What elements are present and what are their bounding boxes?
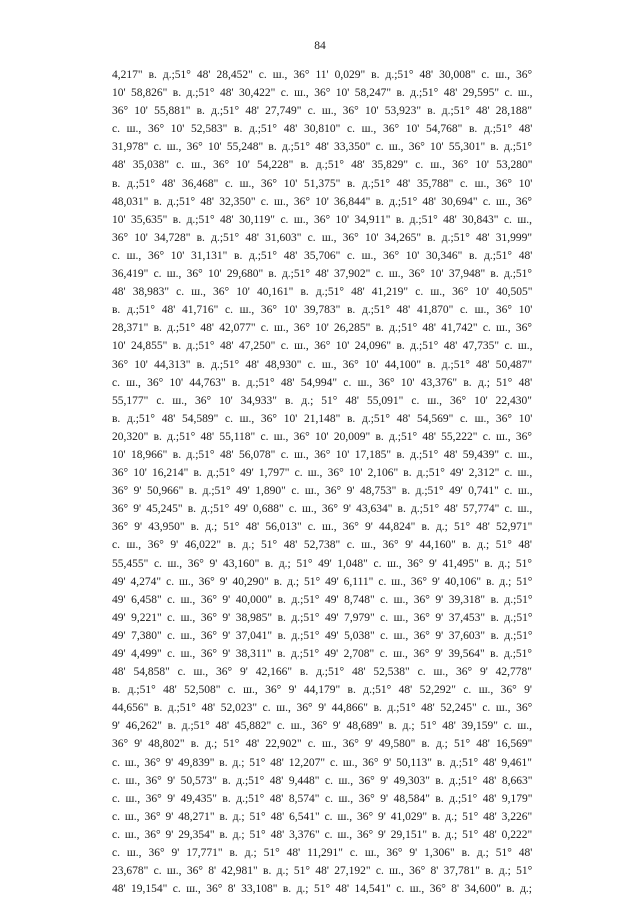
text-line: 49' 6,458" с. ш., 36° 9' 40,000" в. д.;51° 49' 8,748" с. ш., 36° 9' 39,318" в. д.;51°	[112, 593, 533, 606]
text-line: с. ш., 36° 9' 50,573" в. д.;51° 48' 9,448" с. ш., 36° 9' 49,303" в. д.;51° 48' 8,663"	[112, 774, 533, 787]
text-line: с. ш., 36° 9' 29,354" в. д.; 51° 48' 3,376" с. ш., 36° 9' 29,151" в. д.; 51° 48' 0,222"	[112, 828, 533, 841]
text-line: в. д.;51° 48' 36,468" с. ш., 36° 10' 51,375" в. д.;51° 48' 35,788" с. ш., 36° 10'	[112, 177, 533, 190]
page-number: 84	[314, 40, 326, 52]
text-line: 49' 4,274" с. ш., 36° 9' 40,290" в. д.; 51° 49' 6,111" с. ш., 36° 9' 40,106" в. д.; 51°	[112, 575, 533, 588]
text-line: 36° 10' 16,214" в. д.;51° 49' 1,797" с. ш., 36° 10' 2,106" в. д.;51° 49' 2,312" с. ш.,	[112, 467, 533, 480]
text-line: с. ш., 36° 9' 46,022" в. д.; 51° 48' 52,738" с. ш., 36° 9' 44,160" в. д.; 51° 48'	[112, 539, 532, 552]
text-line: 36° 9' 50,966" в. д.;51° 49' 1,890" с. ш., 36° 9' 48,753" в. д.;51° 49' 0,741" с. ш.,	[112, 485, 533, 498]
text-line: 23,678" с. ш., 36° 8' 42,981" в. д.; 51° 48' 27,192" с. ш., 36° 8' 37,781" в. д.; 51°	[112, 865, 533, 878]
text-line: 48' 19,154" с. ш., 36° 8' 33,108" в. д.; 51° 48' 14,541" с. ш., 36° 8' 34,600" в. д.;	[112, 883, 532, 896]
text-line: 44,656" в. д.;51° 48' 52,023" с. ш., 36° 9' 44,866" в. д.;51° 48' 52,245" с. ш., 36°	[112, 702, 533, 715]
text-line: в. д.;51° 48' 41,716" с. ш., 36° 10' 39,783" в. д.;51° 48' 41,870" с. ш., 36° 10'	[112, 304, 533, 317]
text-line: 31,978" с. ш., 36° 10' 55,248" в. д.;51° 48' 33,350" с. ш., 36° 10' 55,301" в. д.;51°	[112, 141, 533, 154]
text-line: с. ш., 36° 10' 44,763" в. д.;51° 48' 54,994" с. ш., 36° 10' 43,376" в. д.; 51° 48'	[112, 376, 533, 389]
text-line: 36° 9' 48,802" в. д.; 51° 48' 22,902" с. ш., 36° 9' 49,580" в. д.; 51° 48' 16,569"	[112, 738, 533, 751]
text-line: 36° 9' 45,245" в. д.;51° 49' 0,688" с. ш., 36° 9' 43,634" в. д.;51° 48' 57,774" с. ш.,	[112, 503, 533, 516]
text-line: 49' 4,499" с. ш., 36° 9' 38,311" в. д.;51° 49' 2,708" с. ш., 36° 9' 39,564" в. д.;51°	[112, 648, 533, 660]
text-line: 48' 54,858" с. ш., 36° 9' 42,166" в. д.;51° 48' 52,538" с. ш., 36° 9' 42,778"	[112, 666, 532, 679]
text-line: 28,371" в. д.;51° 48' 42,077" с. ш., 36° 10' 26,285" в. д.;51° 48' 41,742" с. ш., 36°	[112, 322, 533, 335]
text-line: с. ш., 36° 10' 31,131" в. д.;51° 48' 35,706" с. ш., 36° 10' 30,346" в. д.;51° 48'	[112, 249, 533, 262]
text-line: 9' 46,262" в. д.;51° 48' 45,882" с. ш., 36° 9' 48,689" в. д.; 51° 48' 39,159" с. ш.,	[112, 720, 532, 733]
text-line: с. ш., 36° 10' 52,583" в. д.;51° 48' 30,810" с. ш., 36° 10' 54,768" в. д.;51° 48'	[112, 123, 533, 136]
text-line: 10' 58,826" в. д.;51° 48' 30,422" с. ш., 36° 10' 58,247" в. д.;51° 48' 29,595" с. ш.,	[112, 87, 533, 100]
text-line: 20,320" в. д.;51° 48' 55,118" с. ш., 36° 10' 20,009" в. д.;51° 48' 55,222" с. ш., 36°	[112, 430, 532, 443]
text-line: 36° 10' 55,881" в. д.;51° 48' 27,749" с. ш., 36° 10' 53,923" в. д.;51° 48' 28,188"	[112, 105, 533, 118]
text-line: 10' 35,635" в. д.;51° 48' 30,119" с. ш., 36° 10' 34,911" в. д.;51° 48' 30,843" с. ш.,	[112, 213, 532, 226]
text-line: в. д.;51° 48' 54,589" с. ш., 36° 10' 21,148" в. д.;51° 48' 54,569" с. ш., 36° 10'	[112, 412, 533, 425]
text-line: 48' 35,038" с. ш., 36° 10' 54,228" в. д.;51° 48' 35,829" с. ш., 36° 10' 53,280"	[112, 159, 533, 172]
text-line: с. ш., 36° 9' 17,771" в. д.; 51° 48' 11,291" с. ш., 36° 9' 1,306" в. д.; 51° 48'	[112, 847, 533, 860]
text-line: 49' 7,380" с. ш., 36° 9' 37,041" в. д.;51° 49' 5,038" с. ш., 36° 9' 37,603" в. д.;51°	[112, 629, 533, 642]
text-line: с. ш., 36° 9' 48,271" в. д.; 51° 48' 6,541" с. ш., 36° 9' 41,029" в. д.; 51° 48' 3,226"	[112, 810, 533, 823]
text-line: 36° 9' 43,950" в. д.; 51° 48' 56,013" с. ш., 36° 9' 44,824" в. д.; 51° 48' 52,971"	[112, 521, 533, 534]
text-line: 48' 38,983" с. ш., 36° 10' 40,161" в. д.;51° 48' 41,219" с. ш., 36° 10' 40,505"	[112, 286, 533, 299]
text-line: в. д.;51° 48' 52,508" с. ш., 36° 9' 44,179" в. д.;51° 48' 52,292" с. ш., 36° 9'	[112, 684, 532, 697]
text-line: 10' 18,966" в. д.;51° 48' 56,078" с. ш., 36° 10' 17,185" в. д.;51° 48' 59,439" с. ш.,	[112, 448, 533, 461]
text-line: 36,419" с. ш., 36° 10' 29,680" в. д.;51° 48' 37,902" с. ш., 36° 10' 37,948" в. д.;51°	[112, 268, 533, 281]
text-line: 49' 9,221" с. ш., 36° 9' 38,985" в. д.;51° 49' 7,979" с. ш., 36° 9' 37,453" в. д.;51°	[112, 611, 533, 624]
text-line: 4,217" в. д.;51° 48' 28,452" с. ш., 36° 11' 0,029" в. д.;51° 48' 30,008" с. ш., 36°	[112, 69, 533, 81]
text-line: 55,455" с. ш., 36° 9' 43,160" в. д.; 51° 49' 1,048" с. ш., 36° 9' 41,495" в. д.; 51°	[112, 557, 532, 570]
text-line: с. ш., 36° 9' 49,839" в. д.; 51° 48' 12,207" с. ш., 36° 9' 50,113" в. д.;51° 48' 9,461"	[112, 756, 532, 769]
text-line: с. ш., 36° 9' 49,435" в. д.;51° 48' 8,574" с. ш., 36° 9' 48,584" в. д.;51° 48' 9,179"	[112, 792, 533, 805]
text-line: 36° 10' 44,313" в. д.;51° 48' 48,930" с. ш., 36° 10' 44,100" в. д.;51° 48' 50,487"	[112, 358, 533, 371]
text-line: 48,031" в. д.;51° 48' 32,350" с. ш., 36° 10' 36,844" в. д.;51° 48' 30,694" с. ш., 36°	[112, 195, 533, 208]
coordinates-paragraph	[112, 66, 532, 898]
text-line: 10' 24,855" в. д.;51° 48' 47,250" с. ш., 36° 10' 24,096" в. д.;51° 48' 47,735" с. ш.,	[112, 340, 533, 353]
text-line: 36° 10' 34,728" в. д.;51° 48' 31,603" с. ш., 36° 10' 34,265" в. д.;51° 48' 31,999"	[112, 231, 533, 244]
text-line: 55,177" с. ш., 36° 10' 34,933" в. д.; 51° 48' 55,091" с. ш., 36° 10' 22,430"	[112, 394, 532, 407]
